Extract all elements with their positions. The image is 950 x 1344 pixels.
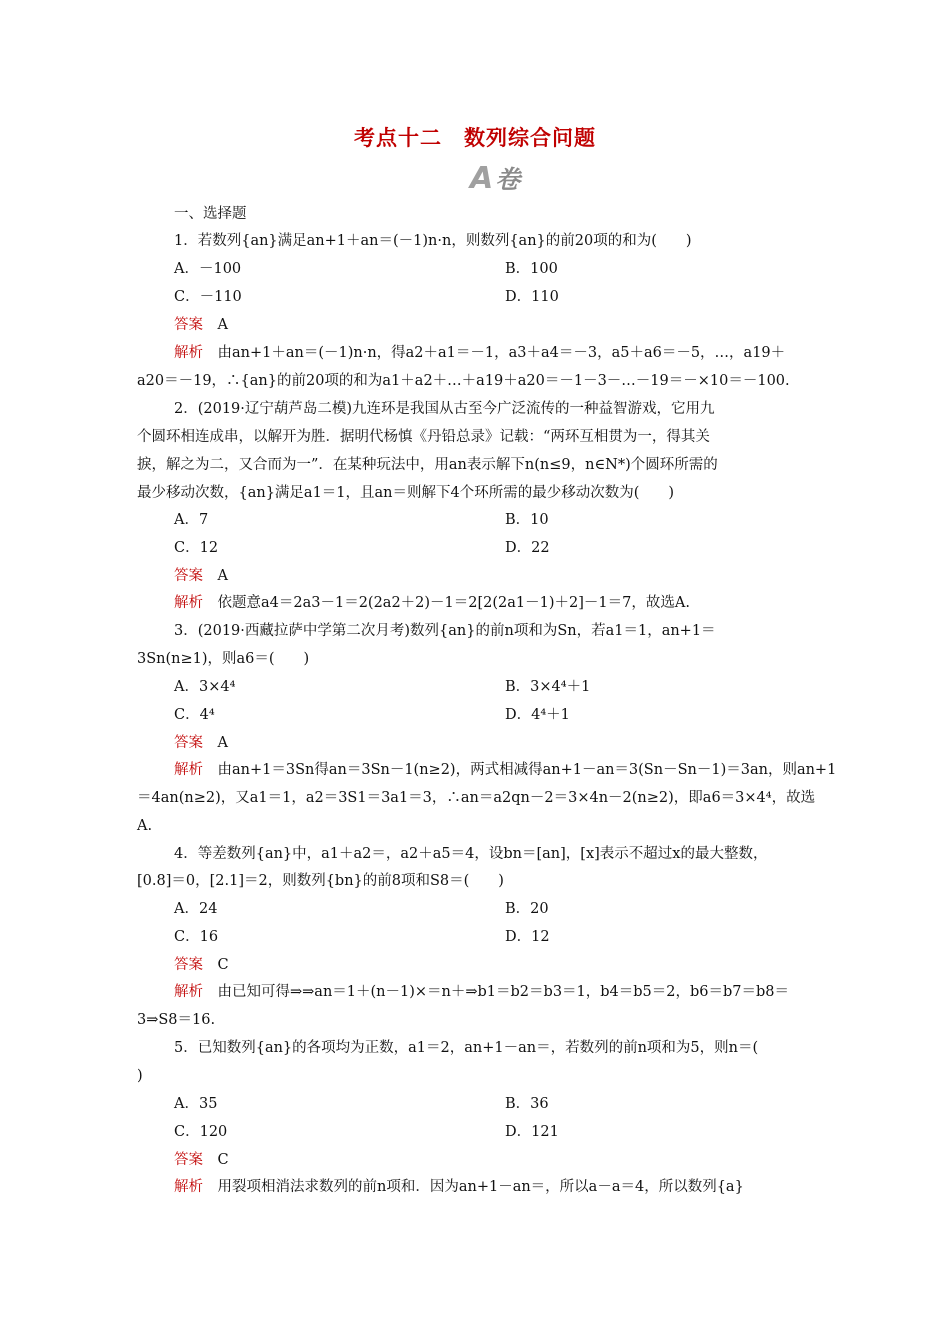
q4-option-b: B．20 xyxy=(505,901,549,917)
analysis-text: 由an+1＝3Sn得an＝3Sn－1(n≥2)，两式相减得an+1－an＝3(Sn－Sn－1)＝3an，则an+1 xyxy=(217,762,837,778)
q4-stem-line2: [0.8]＝0，[2.1]＝2，则数列{bn}的前8项和S8＝( ) xyxy=(137,873,504,889)
analysis-label: 解析 xyxy=(174,595,203,611)
q1-option-d: D．110 xyxy=(505,289,559,305)
answer-value: C xyxy=(217,1152,229,1168)
q3-analysis-line3: A. xyxy=(137,818,153,834)
badge-text: 卷 xyxy=(495,165,521,194)
analysis-text: 依题意a4＝2a3－1＝2(2a2＋2)－1＝2[2(2a1－1)＋2]－1＝7，故选A. xyxy=(217,595,690,611)
answer-label: 答案 xyxy=(174,1152,203,1168)
q3-analysis-line1 xyxy=(174,760,836,780)
q5-analysis-line1 xyxy=(174,1177,744,1197)
q2-option-c: C．12 xyxy=(174,540,219,556)
badge-letter: A xyxy=(470,161,494,196)
q4-stem-line1: 4．等差数列{an}中，a1＋a2＝，a2＋a5＝4，设bn＝[an]，[x]表示不超过x的最大整数， xyxy=(174,846,768,862)
q3-stem-line2: 3Sn(n≥1)，则a6＝( ) xyxy=(137,651,310,667)
q3-option-d: D．4⁴＋1 xyxy=(505,707,570,723)
answer-value: A xyxy=(217,568,228,584)
analysis-label: 解析 xyxy=(174,345,203,361)
answer-label: 答案 xyxy=(174,568,203,584)
q3-option-b: B．3×4⁴＋1 xyxy=(505,679,591,695)
q3-stem-line1: 3．(2019·西藏拉萨中学第二次月考)数列{an}的前n项和为Sn，若a1＝1，an+1＝ xyxy=(174,623,716,639)
q1-option-a: A．－100 xyxy=(174,261,242,277)
q2-analysis-line1 xyxy=(174,593,690,613)
q2-option-a: A．7 xyxy=(174,512,209,528)
analysis-label: 解析 xyxy=(174,762,203,778)
q4-analysis-line2: 3⇒S8＝16. xyxy=(137,1012,216,1028)
q5-option-b: B．36 xyxy=(505,1096,549,1112)
answer-value: A xyxy=(217,317,228,333)
q4-analysis-line1 xyxy=(174,982,789,1002)
q3-option-c: C．4⁴ xyxy=(174,707,215,723)
analysis-text: 由已知可得⇒⇒an＝1＋(n－1)×＝n＋⇒b1＝b2＝b3＝1，b4＝b5＝2，b6＝b7＝b8＝ xyxy=(217,984,790,1000)
q4-option-c: C．16 xyxy=(174,929,219,945)
q2-stem-line2: 个圆环相连成串，以解开为胜．据明代杨慎《丹铅总录》记载：“两环互相贯为一，得其关 xyxy=(137,429,710,445)
page-title: 考点十二 数列综合问题 xyxy=(354,126,596,150)
q1-stem: 1．若数列{an}满足an+1＋an＝(－1)n·n，则数列{an}的前20项的和为( ) xyxy=(174,233,692,249)
q5-option-a: A．35 xyxy=(174,1096,218,1112)
answer-label: 答案 xyxy=(174,317,203,333)
q5-option-c: C．120 xyxy=(174,1124,228,1140)
q4-option-a: A．24 xyxy=(174,901,218,917)
q4-option-d: D．12 xyxy=(505,929,550,945)
q2-stem-line1: 2．(2019·辽宁葫芦岛二模)九连环是我国从古至今广泛流传的一种益智游戏，它用九 xyxy=(174,401,715,417)
q2-answer xyxy=(174,566,228,586)
q2-stem-line3: 捩，解之为二，又合而为一”．在某种玩法中，用an表示解下n(n≤9，n∈N*)个圆环所需的 xyxy=(137,457,718,473)
q5-stem-line1: 5．已知数列{an}的各项均为正数，a1＝2，an+1－an＝，若数列的前n项和为5，则n＝( xyxy=(174,1040,759,1056)
answer-label: 答案 xyxy=(174,735,203,751)
q1-analysis-line2: a20＝－19，∴{an}的前20项的和为a1＋a2＋…＋a19＋a20＝－1－3－…－19＝－×10＝－100. xyxy=(137,373,790,389)
q4-answer xyxy=(174,955,229,975)
q3-analysis-line2: ＝4an(n≥2)，又a1＝1，a2＝3S1＝3a1＝3，∴an＝a2qn－2＝3×4n－2(n≥2)，即a6＝3×4⁴，故选 xyxy=(137,790,816,806)
q1-option-b: B．100 xyxy=(505,261,558,277)
volume-a-badge xyxy=(470,160,520,196)
section-heading: 一、选择题 xyxy=(174,206,247,222)
analysis-label: 解析 xyxy=(174,984,203,1000)
answer-value: C xyxy=(217,957,229,973)
q5-option-d: D．121 xyxy=(505,1124,559,1140)
q5-answer xyxy=(174,1150,229,1170)
analysis-label: 解析 xyxy=(174,1179,203,1195)
answer-value: A xyxy=(217,735,228,751)
q3-answer xyxy=(174,733,228,753)
analysis-text: 由an+1＋an＝(－1)n·n，得a2＋a1＝－1，a3＋a4＝－3，a5＋a6＝－5，…，a19＋ xyxy=(217,345,786,361)
analysis-text: 用裂项相消法求数列的前n项和．因为an+1－an＝，所以a－a＝4，所以数列{a} xyxy=(217,1179,744,1195)
q3-option-a: A．3×4⁴ xyxy=(174,679,236,695)
q1-answer xyxy=(174,315,228,335)
q2-option-d: D．22 xyxy=(505,540,550,556)
q5-stem-line2: ) xyxy=(137,1068,143,1084)
q1-option-c: C．－110 xyxy=(174,289,242,305)
q1-analysis-line1 xyxy=(174,343,814,363)
q2-stem-line4: 最少移动次数，{an}满足a1＝1，且an＝则解下4个环所需的最少移动次数为( ) xyxy=(137,485,675,501)
answer-label: 答案 xyxy=(174,957,203,973)
q2-option-b: B．10 xyxy=(505,512,549,528)
